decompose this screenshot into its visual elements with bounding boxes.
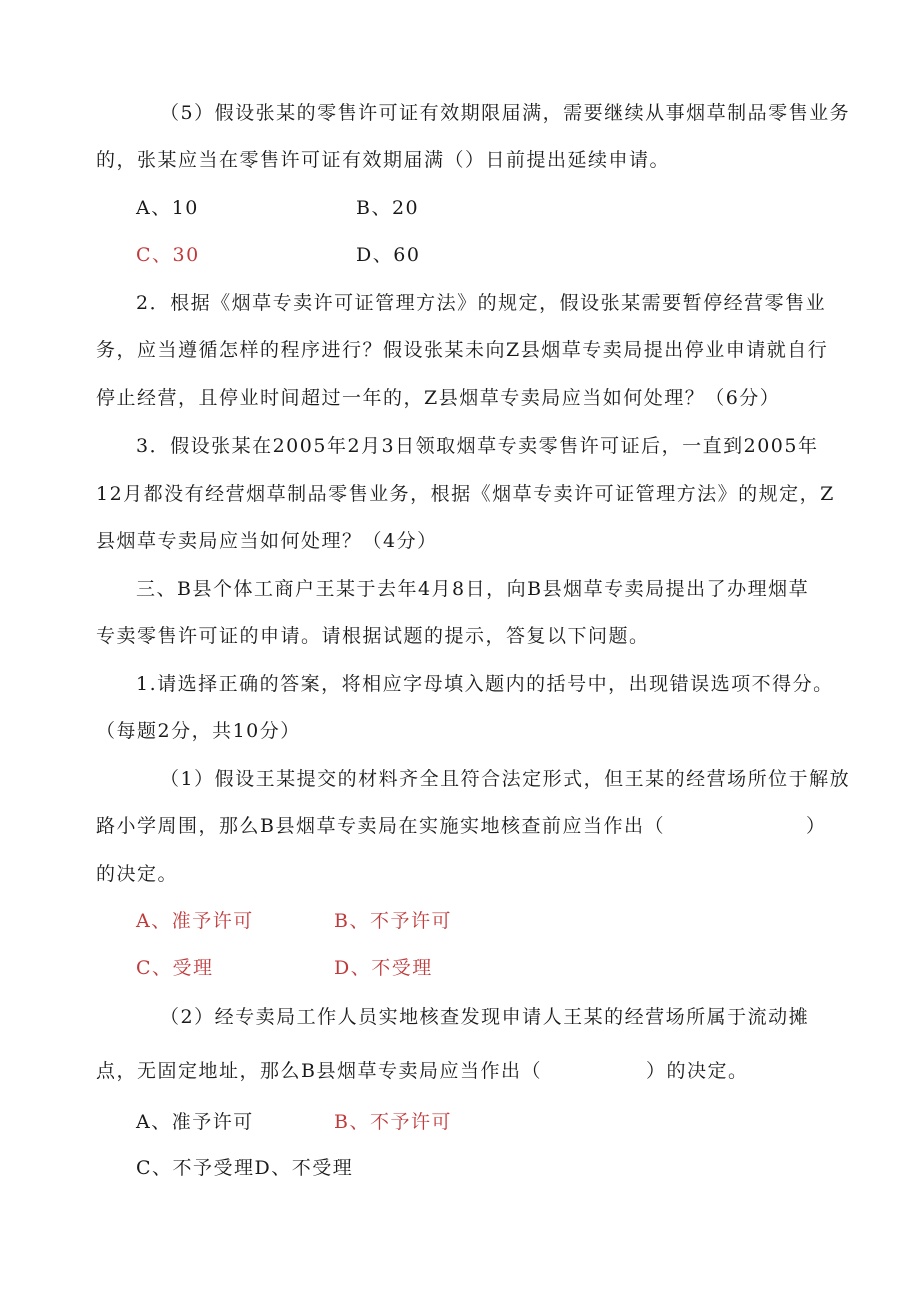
question-5-option-a: A、10	[136, 197, 199, 219]
subquestion-1-option-d: D、不受理	[334, 957, 433, 979]
instruction-line-2: （每题2分，共10分）	[96, 720, 301, 742]
question-3-line-2: 12月都没有经营烟草制品零售业务，根据《烟草专卖许可证管理方法》的规定，Z	[96, 483, 835, 505]
subquestion-2-line-2: 点，无固定地址，那么B县烟草专卖局应当作出（	[96, 1060, 542, 1082]
subquestion-1-option-b: B、不予许可	[334, 910, 452, 932]
section-3-line-2: 专卖零售许可证的申请。请根据试题的提示，答复以下问题。	[96, 625, 650, 647]
subquestion-1-closing-bracket: ）	[806, 815, 827, 837]
question-2-line-3: 停止经营，且停业时间超过一年的，Z县烟草专卖局应当如何处理？（6分）	[96, 387, 781, 409]
subquestion-2-options-c-d: C、不予受理D、不受理	[136, 1157, 354, 1179]
question-3-line-3: 县烟草专卖局应当如何处理？（4分）	[96, 530, 438, 552]
subquestion-2-option-b-answer: B、不予许可	[334, 1111, 452, 1133]
subquestion-2-option-a: A、准予许可	[136, 1111, 254, 1133]
subquestion-2-line-1: （2）经专卖局工作人员实地核查发现申请人王某的经营场所属于流动摊	[160, 1006, 810, 1028]
subquestion-1-line-1: （1）假设王某提交的材料齐全且符合法定形式，但王某的经营场所位于解放	[160, 768, 851, 790]
question-3-line-1: 3．假设张某在2005年2月3日领取烟草专卖零售许可证后，一直到2005年	[136, 435, 819, 457]
instruction-line-1: 1.请选择正确的答案，将相应字母填入题内的括号中，出现错误选项不得分。	[136, 673, 834, 695]
subquestion-1-option-c: C、受理	[136, 957, 214, 979]
question-5-option-b: B、20	[356, 197, 420, 219]
question-5-option-c-answer: C、30	[136, 244, 200, 266]
question-5-line-2: 的，张某应当在零售许可证有效期届满（）日前提出延续申请。	[96, 149, 671, 171]
subquestion-1-line-3: 的决定。	[96, 863, 179, 885]
question-2-line-2: 务，应当遵循怎样的程序进行？假设张某未向Z县烟草专卖局提出停业申请就自行	[96, 339, 829, 361]
subquestion-1-line-2: 路小学周围，那么B县烟草专卖局在实施实地核查前应当作出（	[96, 815, 665, 837]
section-3-line-1: 三、B县个体工商户王某于去年4月8日，向B县烟草专卖局提出了办理烟草	[136, 578, 810, 600]
question-5-option-d: D、60	[356, 244, 421, 266]
question-5-line-1: （5）假设张某的零售许可证有效期限届满，需要继续从事烟草制品零售业务	[160, 102, 851, 124]
subquestion-1-option-a: A、准予许可	[136, 910, 254, 932]
question-2-line-1: 2．根据《烟草专卖许可证管理方法》的规定，假设张某需要暂停经营零售业	[136, 292, 827, 314]
subquestion-2-line-2-end: ）的决定。	[646, 1060, 749, 1082]
